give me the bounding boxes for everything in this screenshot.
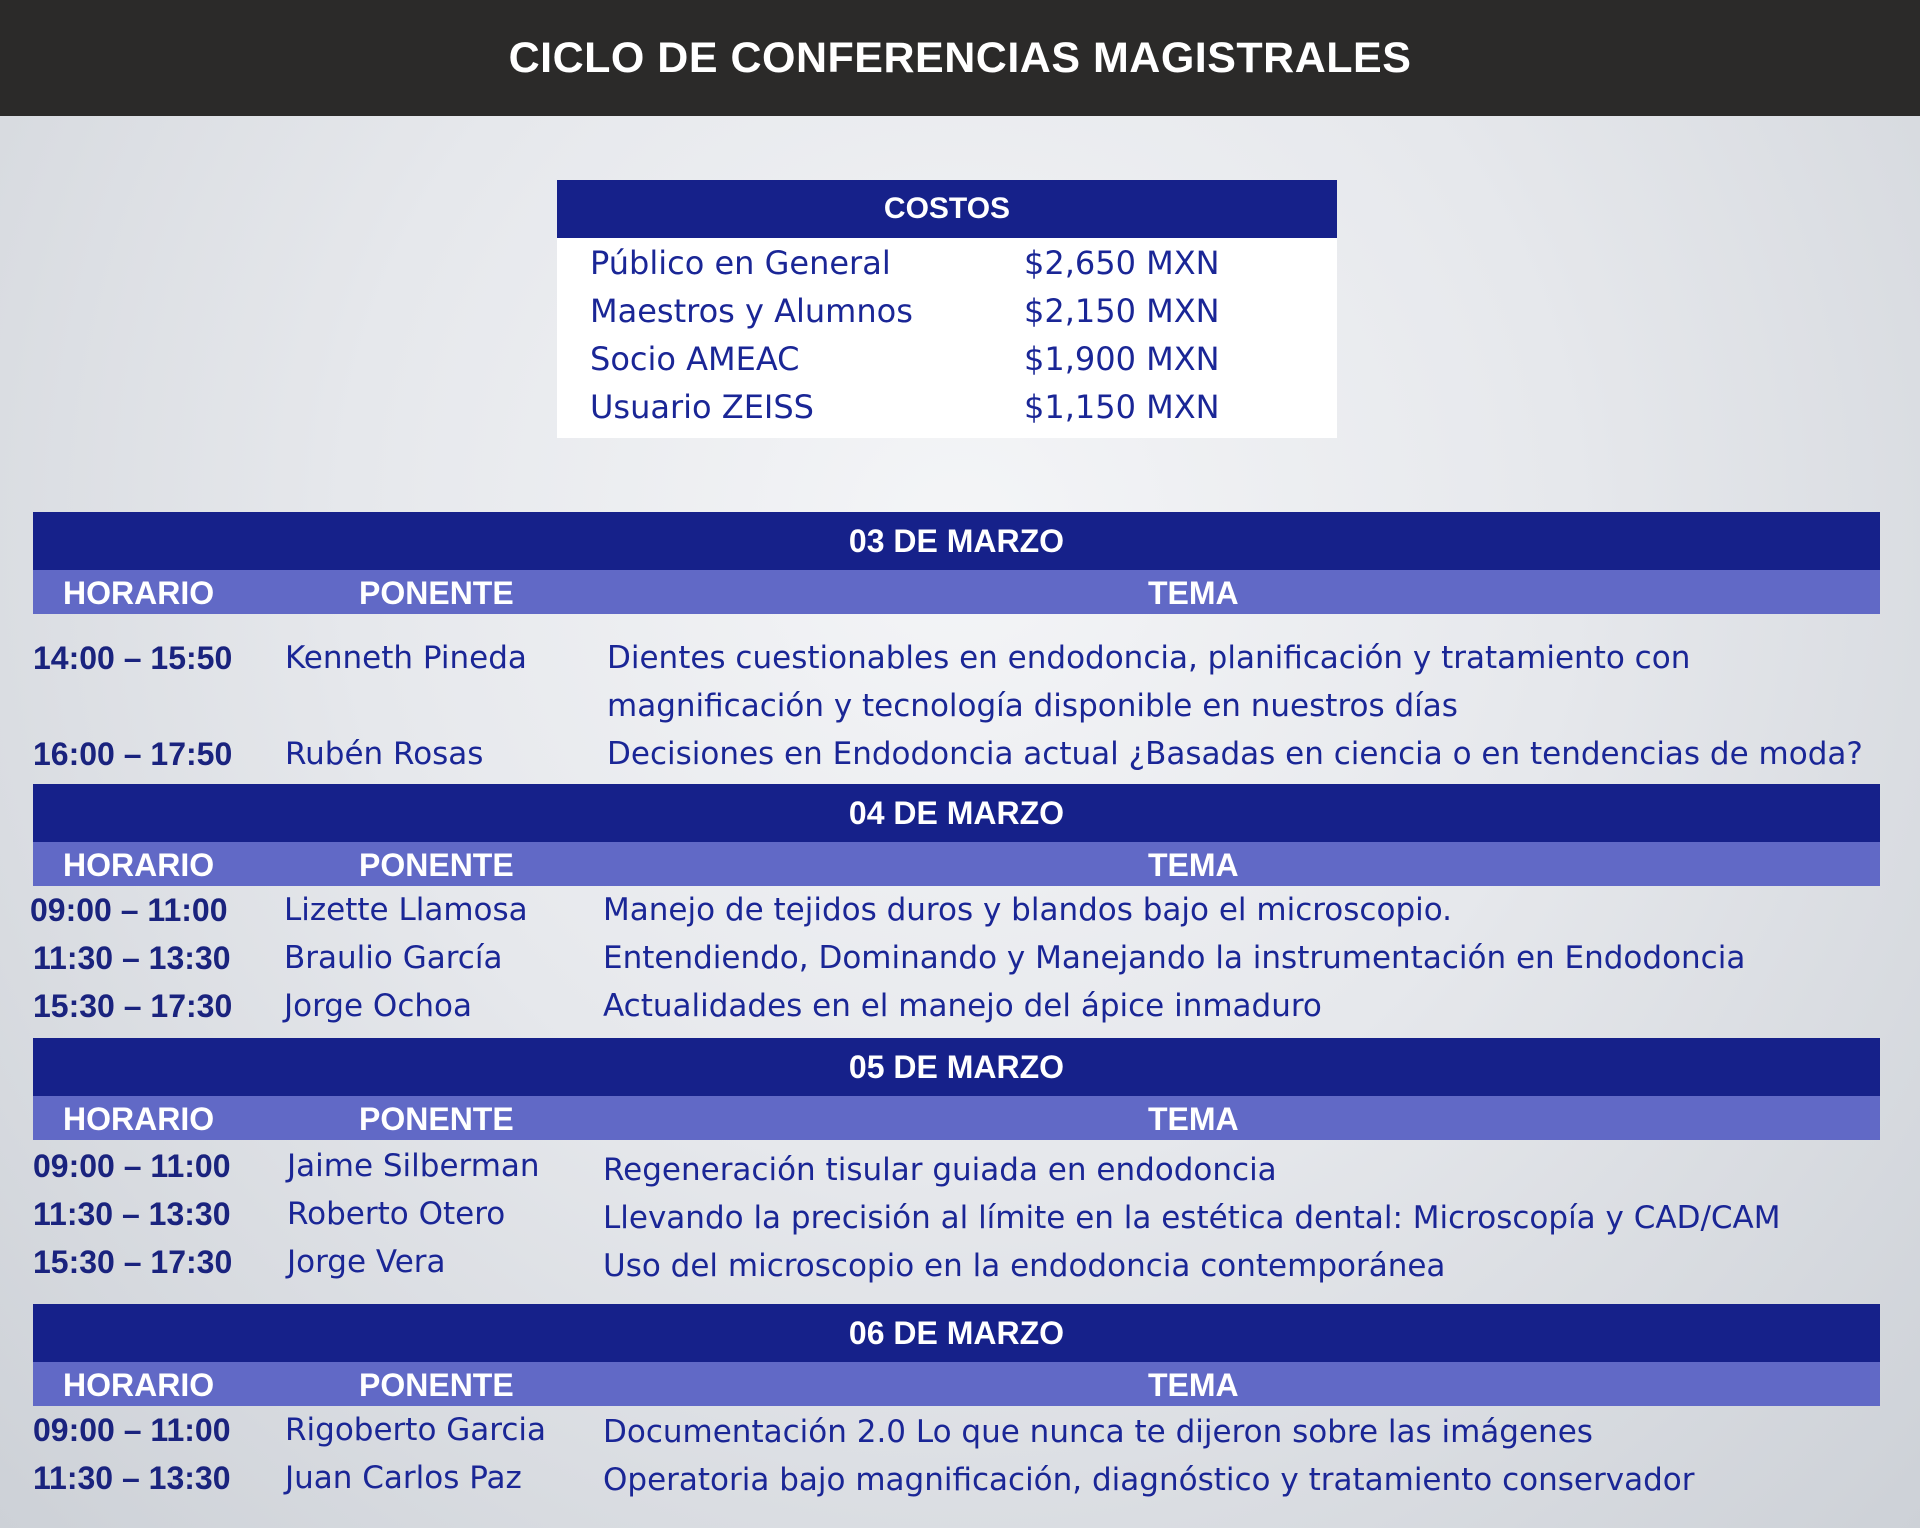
cost-label: Usuario ZEISS [590, 388, 814, 426]
session-topic: Decisiones en Endodoncia actual ¿Basadas en ciencia o en tendencias de moda? [607, 736, 1863, 772]
session-speaker: Braulio García [284, 940, 503, 976]
column-header-ponente: PONENTE [359, 1367, 514, 1403]
column-header-horario: HORARIO [63, 575, 215, 611]
page-title: CICLO DE CONFERENCIAS MAGISTRALES [508, 33, 1412, 82]
session-time: 11:30 – 13:30 [33, 1196, 231, 1232]
session-time: 15:30 – 17:30 [33, 1244, 233, 1280]
session-time: 14:00 – 15:50 [33, 640, 233, 676]
column-header-horario: HORARIO [63, 1367, 215, 1403]
cost-price: $2,650 MXN [1024, 244, 1220, 282]
session-topic: Manejo de tejidos duros y blandos bajo el microscopio. [603, 892, 1453, 928]
day-section-04-marzo [30, 784, 1880, 1024]
costs-table [557, 180, 1337, 438]
column-header-tema: TEMA [1148, 847, 1239, 883]
column-header-ponente: PONENTE [359, 1101, 514, 1137]
cost-label: Maestros y Alumnos [590, 292, 913, 330]
session-time: 15:30 – 17:30 [33, 988, 233, 1024]
session-speaker: Rigoberto Garcia [285, 1412, 547, 1448]
costs-heading: COSTOS [557, 180, 1337, 238]
column-header-tema: TEMA [1148, 1101, 1239, 1137]
day-heading: 06 DE MARZO [33, 1304, 1880, 1362]
session-topic: Documentación 2.0 Lo que nunca te dijeron sobre las imágenes [603, 1414, 1593, 1450]
cost-row [557, 382, 1337, 430]
session-speaker: Kenneth Pineda [285, 640, 527, 676]
costs-body [557, 238, 1337, 430]
session-topic: Actualidades en el manejo del ápice inmaduro [603, 988, 1322, 1024]
day-section-06-marzo [33, 1304, 1880, 1498]
cost-label: Socio AMEAC [590, 340, 800, 378]
session-speaker: Rubén Rosas [285, 736, 484, 772]
column-headers [33, 1362, 1880, 1406]
cost-price: $2,150 MXN [1024, 292, 1220, 330]
column-headers [33, 570, 1880, 614]
cost-row [557, 286, 1337, 334]
cost-row [557, 238, 1337, 286]
column-header-ponente: PONENTE [359, 575, 514, 611]
cost-price: $1,150 MXN [1024, 388, 1220, 426]
session-speaker: Juan Carlos Paz [285, 1460, 522, 1496]
column-headers [33, 842, 1880, 886]
session-speaker: Jaime Silberman [287, 1148, 540, 1184]
session-time: 09:00 – 11:00 [33, 1148, 231, 1184]
cost-price: $1,900 MXN [1024, 340, 1220, 378]
session-topic: Llevando la precisión al límite en la estética dental: Microscopía y CAD/CAM [603, 1200, 1781, 1236]
session-speaker: Roberto Otero [287, 1196, 506, 1232]
day-section-03-marzo [33, 512, 1880, 772]
session-time: 09:00 – 11:00 [30, 892, 228, 928]
session-time: 16:00 – 17:50 [33, 736, 233, 772]
session-time: 11:30 – 13:30 [33, 1460, 231, 1496]
session-speaker: Jorge Vera [287, 1244, 446, 1280]
session-topic: Uso del microscopio en la endodoncia contemporánea [603, 1248, 1446, 1284]
cost-label: Público en General [590, 244, 891, 282]
day-heading: 05 DE MARZO [33, 1038, 1880, 1096]
session-topic: Regeneración tisular guiada en endodoncia [603, 1152, 1277, 1188]
column-header-tema: TEMA [1148, 1367, 1239, 1403]
day-heading: 03 DE MARZO [33, 512, 1880, 570]
cost-row [557, 334, 1337, 382]
session-topic: Operatoria bajo magnificación, diagnóstico y tratamiento conservador [603, 1462, 1695, 1498]
session-speaker: Jorge Ochoa [284, 988, 472, 1024]
title-bar [0, 0, 1920, 116]
day-section-05-marzo [33, 1038, 1880, 1284]
column-header-tema: TEMA [1148, 575, 1239, 611]
session-time: 11:30 – 13:30 [33, 940, 231, 976]
column-header-ponente: PONENTE [359, 847, 514, 883]
column-header-horario: HORARIO [63, 847, 215, 883]
session-topic: Entendiendo, Dominando y Manejando la instrumentación en Endodoncia [603, 940, 1746, 976]
day-heading: 04 DE MARZO [33, 784, 1880, 842]
session-speaker: Lizette Llamosa [284, 892, 528, 928]
session-topic: Dientes cuestionables en endodoncia, planificación y tratamiento con magnificación y tecnología disponible en nuestros días [607, 640, 1691, 724]
column-headers [33, 1096, 1880, 1140]
session-time: 09:00 – 11:00 [33, 1412, 231, 1448]
column-header-horario: HORARIO [63, 1101, 215, 1137]
